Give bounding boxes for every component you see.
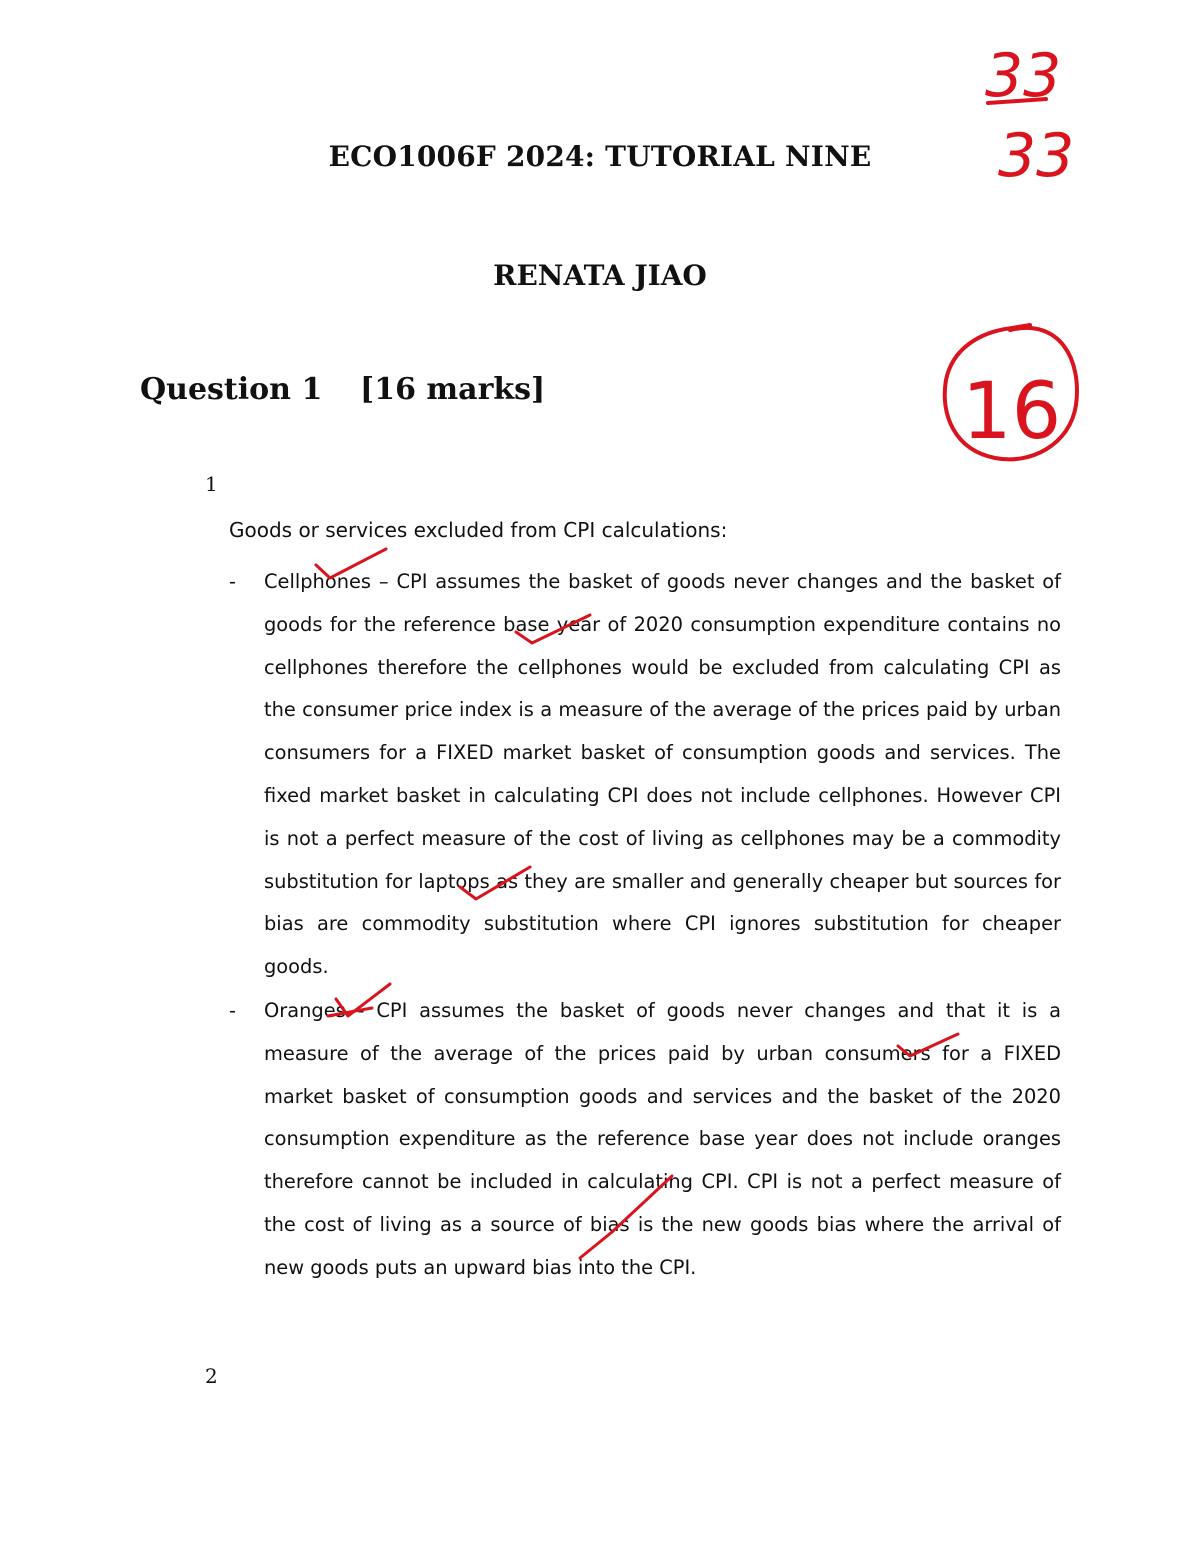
question-label: Question 1 — [140, 372, 323, 407]
bullet-text: Cellphones – CPI assumes the basket of goods never changes and the basket of goods for the reference base year of 2020 consumption expenditure contains no cellphones therefore the cellphones would be excluded from calculating CPI as the consumer price index is a measure of the average of the prices paid by urban consumers for a FIXED market basket of consumption goods and services. The fixed market basket in calculating CPI does not include cellphones. However CPI is not a perfect measure of the cost of living as cellphones may be a commodity substitution for laptops as they are smaller and generally cheaper but sources for bias are commodity substitution where CPI ignores substitution for cheaper goods. — [264, 570, 1061, 979]
author-name: RENATA JIAO — [493, 259, 707, 292]
bullet-dash: - — [229, 570, 236, 593]
bullet-dash: - — [229, 999, 236, 1022]
fraction-line — [988, 99, 1046, 103]
intro-line: Goods or services excluded from CPI calculations: — [229, 518, 728, 542]
score-circle — [945, 325, 1077, 459]
total-out-of: 33 — [998, 121, 1075, 191]
bullet-text: Oranges - CPI assumes the basket of goods never changes and that it is a measure of the average of the prices paid by urban consumers for a FIXED market basket of consumption goods and services and the basket of the 2020 consumption expenditure as the reference base year does not include oranges therefore cannot be included in calculating CPI. CPI is not a perfect measure of the cost of living as a source of bias is the new goods bias where the arrival of new goods puts an upward bias into the CPI. — [264, 999, 1061, 1279]
question-marks: [16 marks] — [360, 372, 546, 407]
part-number-2: 2 — [205, 1364, 218, 1388]
total-score: 33 — [985, 41, 1062, 111]
document-title: ECO1006F 2024: TUTORIAL NINE — [328, 140, 872, 173]
part-number-1: 1 — [205, 472, 218, 496]
bullet-item-cellphones — [229, 561, 1061, 989]
question-heading — [140, 372, 546, 407]
bullet-item-oranges — [229, 990, 1061, 1290]
question-score: 16 — [962, 367, 1062, 457]
